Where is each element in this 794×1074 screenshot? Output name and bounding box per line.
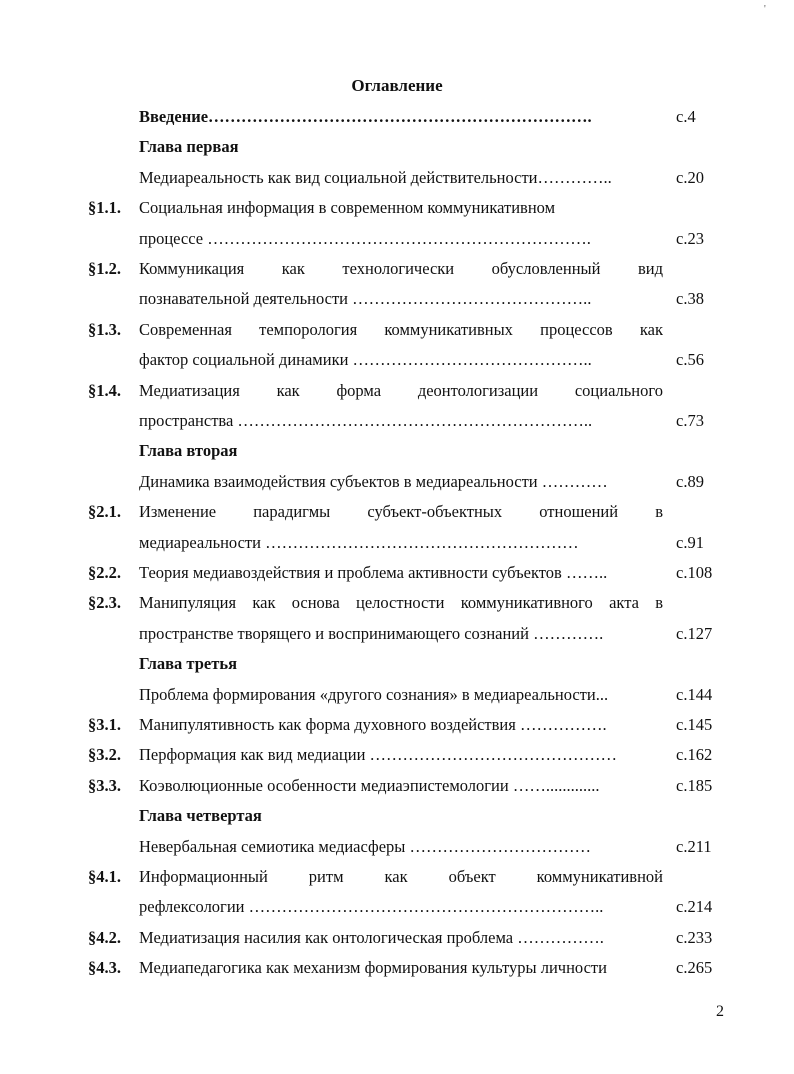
toc-entry-text: Теория медиавоздействия и проблема активности субъектов …….. (139, 563, 608, 582)
toc-entry-text: Медиапедагогика как механизм формирования культуры личности (139, 958, 607, 978)
page-reference: с.127 (676, 623, 713, 643)
toc-row (0, 227, 794, 251)
toc-row (0, 895, 794, 919)
page-reference: с.73 (676, 411, 704, 430)
page-reference: с.265 (676, 958, 713, 978)
toc-row (0, 713, 794, 737)
toc-row (0, 166, 794, 190)
section-number: §4.2. (88, 927, 121, 947)
toc-entry-text: Медиатизация насилия как онтологическая проблема ……………. (139, 927, 604, 947)
toc-entry-text: Информационный ритм как объект коммуникативной (139, 867, 663, 886)
page-reference: с.211 (676, 836, 712, 856)
page-reference: с.233 (676, 927, 713, 947)
section-number: §2.1. (88, 502, 121, 522)
toc-row (0, 865, 794, 889)
toc-entry-text: медиареальности ………………………………………………… (139, 532, 579, 552)
toc-row (0, 318, 794, 342)
toc-entry-text: Социальная информация в современном коммуникативном (139, 198, 556, 218)
toc-entry-text: Невербальная семиотика медиасферы …………………………… (139, 836, 592, 856)
page-reference: с.20 (676, 167, 704, 187)
toc-entry-text: Коммуникация как технологически обусловленный вид (139, 259, 663, 278)
page-number: 2 (716, 1003, 724, 1020)
toc-row (0, 379, 794, 403)
toc-entry-text: процессе ……………………………………………………………. (139, 228, 591, 248)
toc-row (0, 652, 794, 676)
page-reference: с.56 (676, 350, 704, 370)
section-number: §4.3. (88, 958, 121, 978)
toc-entry-text: рефлексологии ……………………………………………………….. (139, 897, 604, 917)
toc-entry-text: познавательной деятельности …………………………………….. (139, 289, 592, 309)
page-reference: с.214 (676, 897, 713, 917)
toc-row (0, 409, 794, 433)
page-reference: с.108 (676, 563, 713, 582)
toc-entry-text: Изменение парадигмы субъект-объектных отношений в (139, 502, 663, 522)
toc-row (0, 439, 794, 463)
chapter-heading: Глава четвертая (139, 806, 262, 826)
toc-row (0, 531, 794, 555)
section-number: §2.3. (88, 593, 121, 613)
toc-row (0, 683, 794, 707)
toc-row (0, 500, 794, 524)
page-reference: с.145 (676, 715, 713, 734)
toc-entry-text: Манипуляция как основа целостности коммуникативного акта в (139, 593, 663, 613)
section-number: §1.3. (88, 319, 121, 339)
section-number: §3.2. (88, 745, 121, 765)
toc-row (0, 926, 794, 950)
section-number: §3.3. (88, 775, 121, 795)
toc-row (0, 287, 794, 311)
toc-row (0, 774, 794, 798)
section-number: §1.2. (88, 259, 121, 278)
toc-entry-text: фактор социальной динамики …………………………………….. (139, 350, 592, 370)
chapter-heading: Глава третья (139, 654, 237, 674)
toc-row (0, 196, 794, 220)
corner-mark: ' (764, 4, 766, 15)
toc-entry-text: пространстве творящего и воспринимающего сознаний …………. (139, 623, 604, 643)
toc-row (0, 835, 794, 859)
toc-entry-text: Медиареальность как вид социальной действительности………….. (139, 167, 612, 187)
page-reference: с.4 (676, 107, 696, 126)
toc-row (0, 105, 794, 129)
toc-row (0, 561, 794, 585)
toc-entry-text: Манипулятивность как форма духовного воздействия ……………. (139, 715, 607, 734)
section-number: §4.1. (88, 867, 121, 886)
section-number: §3.1. (88, 715, 121, 734)
toc-row (0, 743, 794, 767)
page-reference: с.91 (676, 532, 704, 552)
section-number: §2.2. (88, 563, 121, 582)
toc-entry-text: Коэволюционные особенности медиаэпистемологии ……............. (139, 775, 600, 795)
toc-entry-text: Медиатизация как форма деонтологизации социального (139, 380, 663, 400)
toc-row (0, 135, 794, 159)
section-number: §1.1. (88, 198, 121, 218)
chapter-heading: Глава вторая (139, 441, 238, 461)
toc-row (0, 257, 794, 281)
toc-row (0, 348, 794, 372)
toc-entry-text: Современная темпорология коммуникативных процессов как (139, 319, 663, 339)
toc-entry-text: Введение……………………………………………………………. (139, 107, 592, 126)
page-reference: с.144 (676, 684, 713, 704)
toc-row (0, 956, 794, 980)
toc-row (0, 470, 794, 494)
section-number: §1.4. (88, 380, 121, 400)
page-reference: с.162 (676, 745, 713, 765)
toc-row (0, 622, 794, 646)
toc-entry-text: Перформация как вид медиации ……………………………………… (139, 745, 618, 765)
page-reference: с.185 (676, 775, 713, 795)
toc-entry-text: пространства ……………………………………………………….. (139, 411, 593, 430)
page-title: Оглавление (351, 76, 443, 95)
toc-entry-text: Динамика взаимодействия субъектов в медиареальности ………… (139, 471, 608, 491)
toc-entry-text: Проблема формирования «другого сознания» в медиареальности... (139, 684, 609, 704)
page-reference: с.89 (676, 471, 704, 491)
toc-row (0, 804, 794, 828)
page-reference: с.38 (676, 289, 704, 309)
toc-row (0, 591, 794, 615)
chapter-heading: Глава первая (139, 137, 239, 157)
page-reference: с.23 (676, 228, 704, 248)
